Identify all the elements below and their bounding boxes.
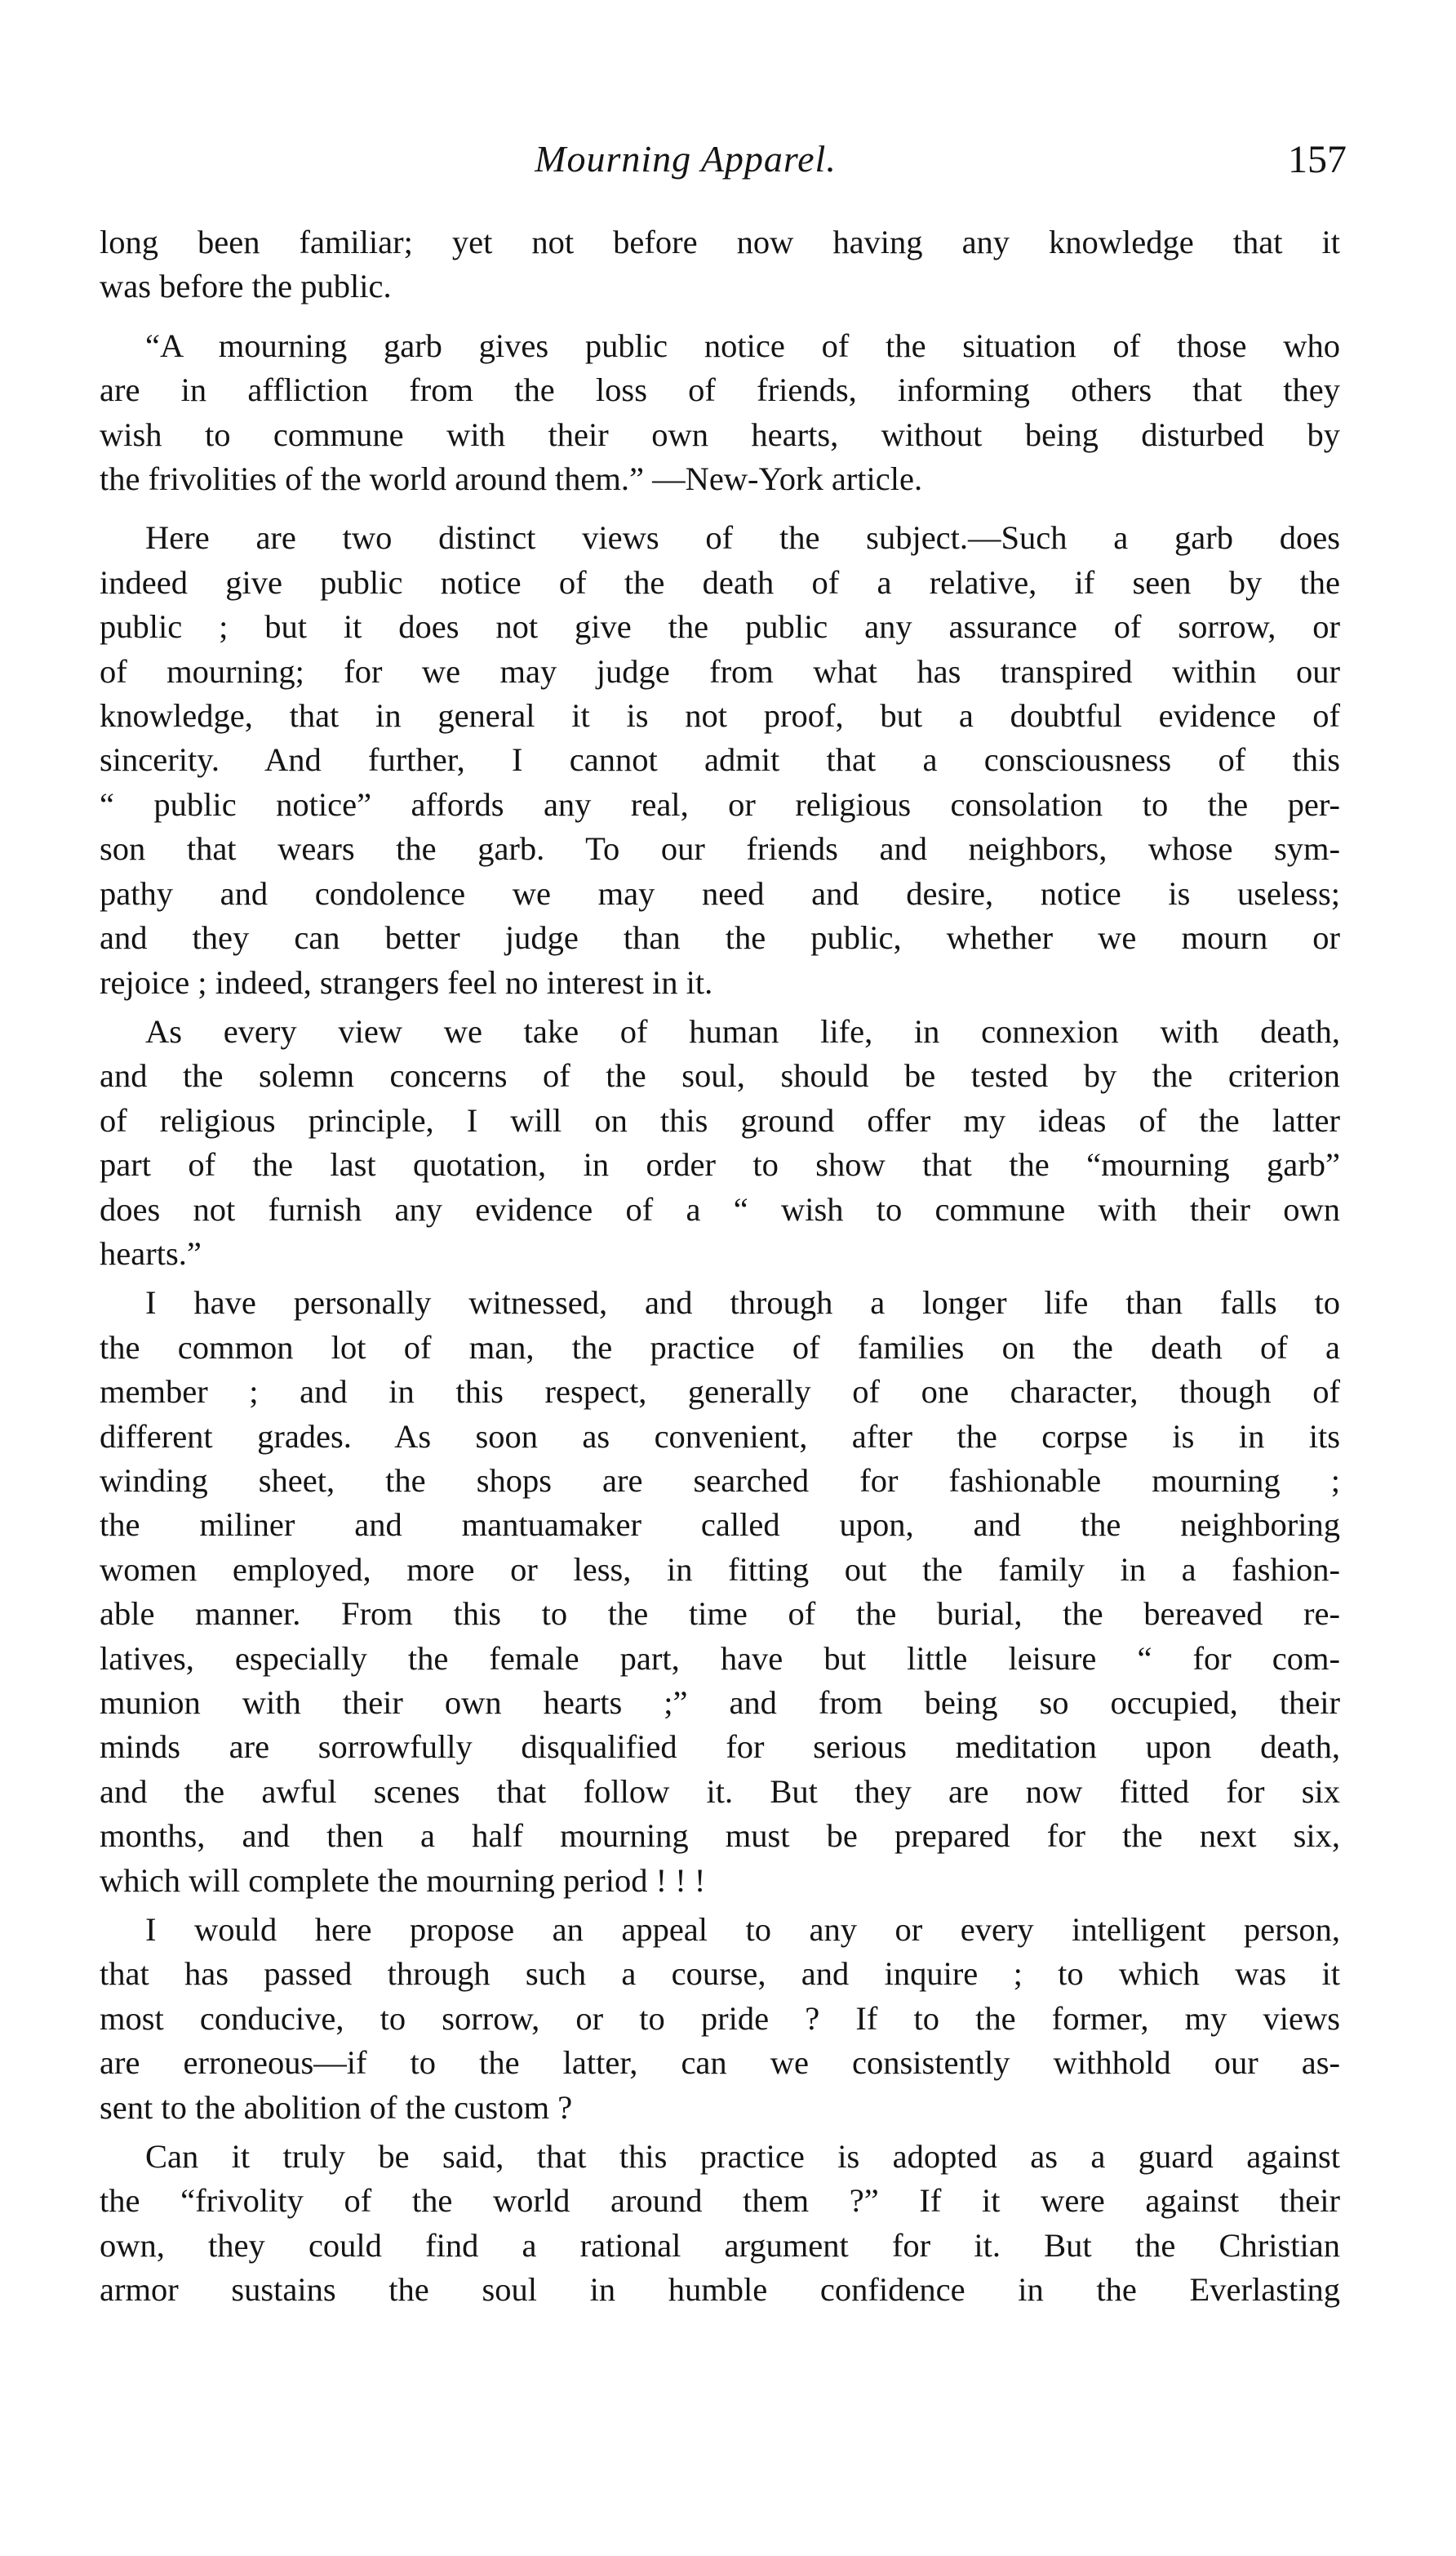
text-line: that has passed through such a course, and inquire ; to which was it — [100, 1955, 1340, 1993]
text-line: I would here propose an appeal to any or every intelligent person, — [145, 1911, 1340, 1949]
text-line: wish to commune with their own hearts, without being disturbed by — [100, 416, 1340, 453]
text-line: the “frivolity of the world around them ?” If it were against their — [100, 2182, 1340, 2220]
text-line: Here are two distinct views of the subject.—Such a garb does — [145, 519, 1340, 557]
text-line: the common lot of man, the practice of families on the death of a — [100, 1328, 1340, 1366]
text-line: munion with their own hearts ;” and from being so occupied, their — [100, 1684, 1340, 1721]
text-line: I have personally witnessed, and through a longer life than falls to — [145, 1284, 1340, 1322]
text-line: sincerity. And further, I cannot admit that a consciousness of this — [100, 741, 1340, 779]
running-head — [98, 137, 1371, 194]
text-line: long been familiar; yet not before now having any knowledge that it — [100, 224, 1340, 260]
text-line: knowledge, that in general it is not proof, but a doubtful evidence of — [100, 697, 1340, 735]
page-number: 157 — [1288, 138, 1347, 181]
text-line: of mourning; for we may judge from what has transpired within our — [100, 652, 1340, 690]
text-line: own, they could find a rational argument for it. But the Christian — [100, 2226, 1340, 2264]
text-line: Can it truly be said, that this practice is adopted as a guard against — [145, 2138, 1340, 2176]
text-line: minds are sorrowfully disqualified for serious meditation upon death, — [100, 1728, 1340, 1766]
text-line: member ; and in this respect, generally of one character, though of — [100, 1373, 1340, 1411]
text-line: indeed give public notice of the death of a relative, if seen by the — [100, 563, 1340, 601]
running-title: Mourning Apparel. — [535, 138, 837, 180]
text-line: and the solemn concerns of the soul, should be tested by the criterion — [100, 1057, 1340, 1095]
text-line: the miliner and mantuamaker called upon, and the neighboring — [100, 1506, 1340, 1544]
text-line: sent to the abolition of the custom ? — [100, 2088, 573, 2126]
text-line: does not furnish any evidence of a “ wish to commune with their own — [100, 1190, 1340, 1228]
text-line: are in affliction from the loss of friends, informing others that they — [100, 371, 1340, 409]
text-line: the frivolities of the world around them.” —New-York article. — [100, 460, 923, 498]
text-line: son that wears the garb. To our friends and neighbors, whose sym- — [100, 830, 1340, 868]
text-line: armor sustains the soul in humble confidence in the Everlasting — [100, 2271, 1340, 2309]
paragraph — [100, 1281, 1340, 1903]
text-line: was before the public. — [100, 268, 392, 305]
body-text — [100, 220, 1340, 2318]
text-line: “A mourning garb gives public notice of the situation of those who — [145, 327, 1340, 364]
text-line: hearts.” — [100, 1234, 202, 1272]
text-line: are erroneous—if to the latter, can we consistently withhold our as- — [100, 2044, 1340, 2082]
text-line: and the awful scenes that follow it. But they are now fitted for six — [100, 1772, 1340, 1810]
text-line: women employed, more or less, in fitting out the family in a fashion- — [100, 1550, 1340, 1588]
paragraph — [100, 2135, 1340, 2313]
text-line: pathy and condolence we may need and desire, notice is useless; — [100, 874, 1340, 912]
text-line: winding sheet, the shops are searched for fashionable mourning ; — [100, 1461, 1340, 1499]
text-line: which will complete the mourning period ! ! ! — [100, 1861, 706, 1899]
paragraph — [100, 1908, 1340, 2130]
text-line: “ public notice” affords any real, or religious consolation to the per- — [100, 785, 1340, 823]
text-line: different grades. As soon as convenient, after the corpse is in its — [100, 1417, 1340, 1455]
paragraph — [100, 220, 1340, 309]
text-line: part of the last quotation, in order to show that the “mourning garb” — [100, 1146, 1340, 1184]
text-line: and they can better judge than the public, whether we mourn or — [100, 919, 1340, 957]
paragraph — [100, 516, 1340, 1004]
text-line: most conducive, to sorrow, or to pride ? If to the former, my views — [100, 1999, 1340, 2037]
text-line: of religious principle, I will on this ground offer my ideas of the latter — [100, 1101, 1340, 1139]
paragraph — [100, 324, 1340, 502]
text-line: able manner. From this to the time of the burial, the bereaved re- — [100, 1595, 1340, 1633]
paragraph — [100, 1010, 1340, 1276]
text-line: rejoice ; indeed, strangers feel no interest in it. — [100, 963, 713, 1001]
text-line: As every view we take of human life, in connexion with death, — [145, 1012, 1340, 1050]
text-line: public ; but it does not give the public any assurance of sorrow, or — [100, 608, 1340, 646]
text-line: latives, especially the female part, have but little leisure “ for com- — [100, 1639, 1340, 1677]
text-line: months, and then a half mourning must be prepared for the next six, — [100, 1817, 1340, 1855]
